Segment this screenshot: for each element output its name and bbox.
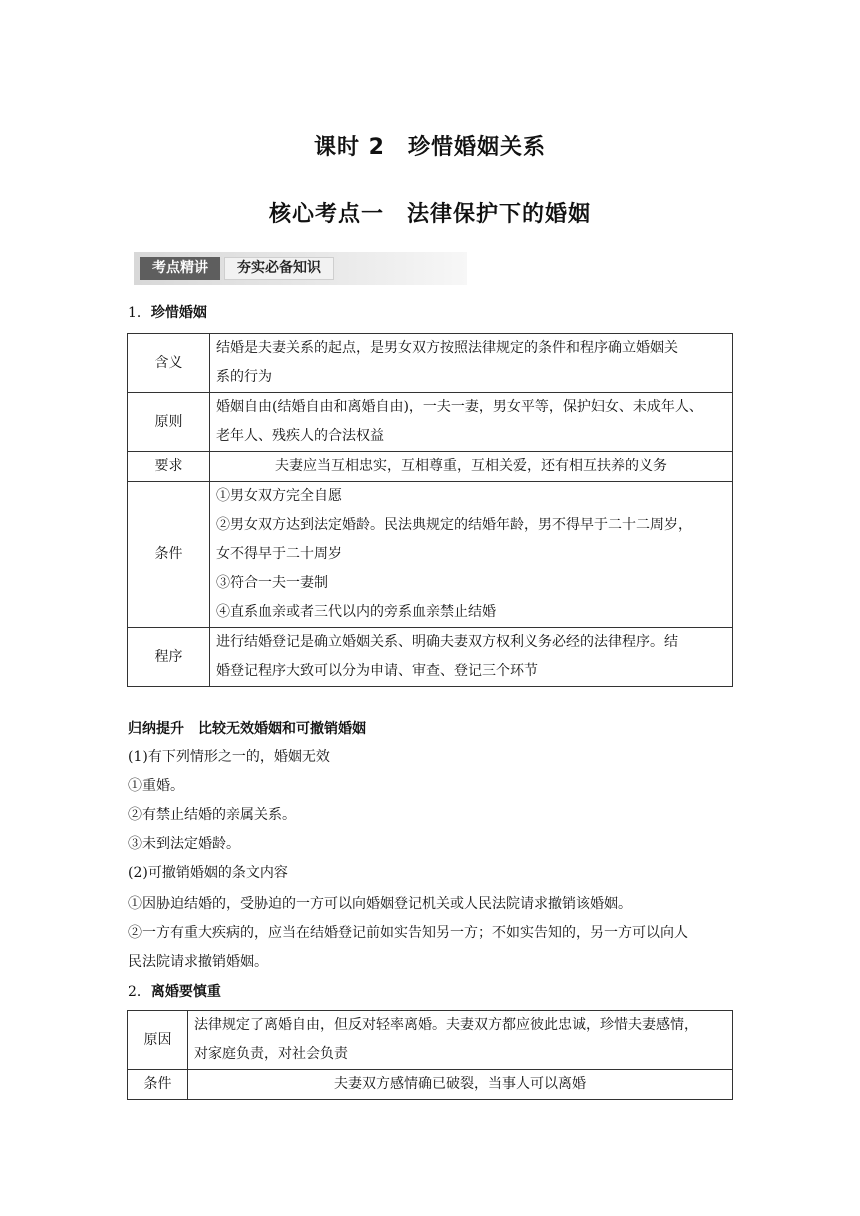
summary-line: ①因胁迫结婚的，受胁迫的一方可以向婚姻登记机关或人民法院请求撤销该婚姻。 [128, 896, 632, 912]
part1-heading [128, 302, 207, 322]
row-label: 程序 [128, 628, 210, 687]
content-line: 对家庭负责，对社会负责 [194, 1046, 348, 1062]
summary-title: 比较无效婚姻和可撤销婚姻 [198, 721, 366, 737]
divorce-table [127, 1010, 733, 1100]
table-row [128, 1070, 733, 1100]
content-line: ③符合一夫一妻制 [216, 575, 328, 591]
table-row [128, 334, 733, 393]
row-label: 条件 [128, 1070, 188, 1100]
row-content [210, 482, 733, 628]
content-line: 结婚是夫妻关系的起点，是男女双方按照法律规定的条件和程序确立婚姻关 [216, 340, 678, 356]
part2-number: 2． [128, 984, 151, 1000]
table-row [128, 482, 733, 628]
summary-line: ②一方有重大疾病的，应当在结婚登记前如实告知另一方；不如实告知的，另一方可以向人 [128, 925, 688, 941]
table-row [128, 393, 733, 452]
summary-line: ①重婚。 [128, 778, 184, 794]
summary-label: 归纳提升 [128, 721, 184, 737]
row-content [210, 628, 733, 687]
content-line: 老年人、残疾人的合法权益 [216, 428, 384, 444]
section-title: 核心考点一 法律保护下的婚姻 [268, 202, 591, 227]
content-line: 婚登记程序大致可以分为申请、审查、登记三个环节 [216, 663, 538, 679]
table-row [128, 452, 733, 482]
summary-line: (1)有下列情形之一的，婚姻无效 [128, 749, 330, 765]
row-label: 条件 [128, 482, 210, 628]
banner-tag: 考点精讲 [140, 257, 220, 280]
content-line: 夫妻应当互相忠实，互相尊重，互相关爱，还有相互扶养的义务 [275, 458, 667, 474]
row-content [210, 334, 733, 393]
row-label: 要求 [128, 452, 210, 482]
row-label: 原则 [128, 393, 210, 452]
row-label: 原因 [128, 1011, 188, 1070]
content-line: 进行结婚登记是确立婚姻关系、明确夫妻双方权利义务必经的法律程序。结 [216, 634, 678, 650]
part2-title: 离婚要慎重 [150, 984, 221, 1000]
marriage-table [127, 333, 733, 687]
part2-heading [128, 981, 221, 1001]
content-line: ①男女双方完全自愿 [216, 488, 342, 504]
banner-subtitle: 夯实必备知识 [224, 257, 334, 280]
row-label: 含义 [128, 334, 210, 393]
section-banner [134, 252, 467, 285]
summary-line: 民法院请求撤销婚姻。 [128, 954, 268, 970]
summary-heading [128, 718, 366, 738]
table-row [128, 1011, 733, 1070]
content-line: 夫妻双方感情确已破裂，当事人可以离婚 [334, 1076, 586, 1092]
part1-title: 珍惜婚姻 [150, 305, 207, 321]
lesson-title: 课时 2 珍惜婚姻关系 [314, 135, 546, 160]
row-content [188, 1070, 733, 1100]
content-line: 女不得早于二十周岁 [216, 546, 342, 562]
row-content [210, 393, 733, 452]
content-line: 婚姻自由(结婚自由和离婚自由)，一夫一妻，男女平等，保护妇女、未成年人、 [216, 399, 703, 415]
summary-line: ③未到法定婚龄。 [128, 836, 240, 852]
table-row [128, 628, 733, 687]
content-line: ④直系血亲或者三代以内的旁系血亲禁止结婚 [216, 604, 496, 620]
summary-line: ②有禁止结婚的亲属关系。 [128, 807, 296, 823]
part1-number: 1． [128, 305, 151, 321]
content-line: 系的行为 [216, 369, 272, 385]
summary-line: (2)可撤销婚姻的条文内容 [128, 865, 288, 881]
row-content [210, 452, 733, 482]
content-line: ②男女双方达到法定婚龄。民法典规定的结婚年龄，男不得早于二十二周岁， [216, 517, 692, 533]
content-line: 法律规定了离婚自由，但反对轻率离婚。夫妻双方都应彼此忠诚，珍惜夫妻感情， [194, 1017, 698, 1033]
row-content [188, 1011, 733, 1070]
